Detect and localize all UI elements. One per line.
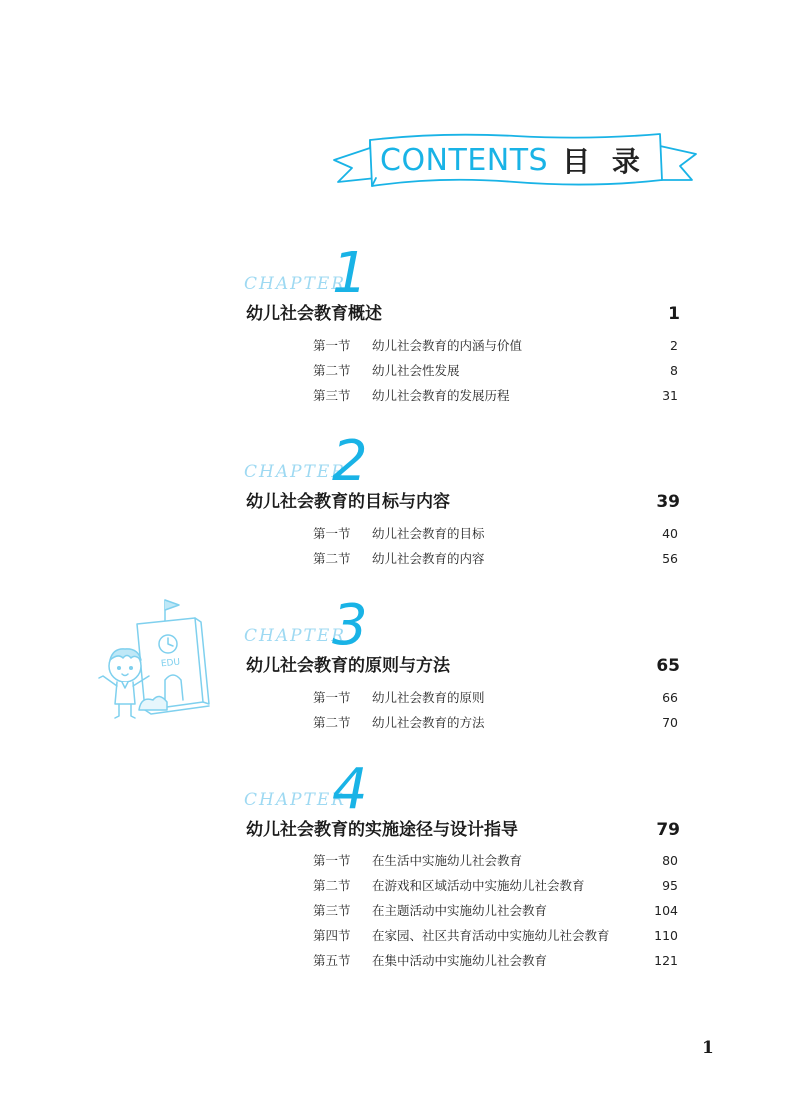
toc-entry[interactable]: [313, 900, 678, 922]
chapter-1-heading: [244, 241, 444, 306]
section-page: 121: [654, 953, 678, 968]
section-number: 第四节: [313, 928, 351, 943]
toc-entry[interactable]: [313, 925, 678, 947]
section-page: 8: [670, 363, 678, 378]
section-number: 第三节: [313, 903, 351, 918]
chapter-number: 1: [332, 241, 368, 306]
toc-entry[interactable]: [313, 548, 678, 570]
section-title: 幼儿社会教育的内容: [372, 551, 485, 566]
toc-entry[interactable]: [313, 950, 678, 972]
toc-entry[interactable]: [313, 687, 678, 709]
chapter-page: 39: [656, 492, 680, 512]
section-page: 56: [662, 551, 678, 566]
section-page: 31: [662, 388, 678, 403]
section-number: 第三节: [313, 388, 351, 403]
section-page: 40: [662, 526, 678, 541]
chapter-1-title-row[interactable]: [246, 302, 680, 326]
section-number: 第二节: [313, 715, 351, 730]
toc-entry[interactable]: [313, 385, 678, 407]
contents-title: [380, 140, 660, 180]
section-title: 在集中活动中实施幼儿社会教育: [372, 953, 548, 968]
chapter-page: 65: [656, 656, 680, 676]
section-number: 第二节: [313, 363, 351, 378]
chapter-4-title-row[interactable]: [246, 818, 680, 842]
toc-entry[interactable]: [313, 850, 678, 872]
section-page: 95: [662, 878, 678, 893]
section-number: 第五节: [313, 953, 351, 968]
chapter-4-heading: [244, 757, 444, 822]
chapter-2-title-row[interactable]: [246, 490, 680, 514]
section-number: 第一节: [313, 338, 351, 353]
chapter-title: 幼儿社会教育的实施途径与设计指导: [246, 820, 518, 840]
section-title: 在生活中实施幼儿社会教育: [372, 853, 523, 868]
chapter-number: 4: [332, 757, 368, 822]
section-title: 幼儿社会教育的内涵与价值: [372, 338, 523, 353]
toc-entry[interactable]: [313, 523, 678, 545]
section-page: 104: [654, 903, 678, 918]
chapter-3-heading: [244, 593, 444, 658]
contents-title-zh: 目 录: [562, 145, 646, 178]
chapter-title: 幼儿社会教育概述: [246, 304, 382, 324]
child-with-book-illustration: [95, 592, 215, 722]
chapter-label: CHAPTER: [244, 462, 347, 482]
chapter-label: CHAPTER: [244, 274, 347, 294]
toc-entry[interactable]: [313, 360, 678, 382]
section-title: 在主题活动中实施幼儿社会教育: [372, 903, 548, 918]
section-number: 第二节: [313, 878, 351, 893]
chapter-title: 幼儿社会教育的原则与方法: [246, 656, 450, 676]
chapter-page: 79: [656, 820, 680, 840]
chapter-number: 3: [332, 593, 368, 658]
contents-title-en: CONTENTS: [380, 142, 549, 178]
section-title: 幼儿社会教育的目标: [372, 526, 485, 541]
section-title: 幼儿社会教育的原则: [372, 690, 485, 705]
chapter-2-heading: [244, 429, 444, 494]
section-title: 在家园、社区共育活动中实施幼儿社会教育: [372, 928, 610, 943]
section-title: 幼儿社会教育的方法: [372, 715, 485, 730]
book-label: EDU: [160, 657, 181, 670]
section-number: 第二节: [313, 551, 351, 566]
section-page: 66: [662, 690, 678, 705]
section-page: 2: [670, 338, 678, 353]
section-page: 80: [662, 853, 678, 868]
section-number: 第一节: [313, 853, 351, 868]
section-title: 幼儿社会教育的发展历程: [372, 388, 510, 403]
section-page: 110: [654, 928, 678, 943]
toc-entry[interactable]: [313, 712, 678, 734]
chapter-label: CHAPTER: [244, 790, 347, 810]
toc-entry[interactable]: [313, 335, 678, 357]
toc-entry[interactable]: [313, 875, 678, 897]
chapter-title: 幼儿社会教育的目标与内容: [246, 492, 450, 512]
section-number: 第一节: [313, 690, 351, 705]
section-page: 70: [662, 715, 678, 730]
page-number: 1: [702, 1038, 714, 1058]
section-number: 第一节: [313, 526, 351, 541]
section-title: 在游戏和区域活动中实施幼儿社会教育: [372, 878, 585, 893]
chapter-page: 1: [668, 304, 680, 324]
chapter-label: CHAPTER: [244, 626, 347, 646]
chapter-3-title-row[interactable]: [246, 654, 680, 678]
chapter-number: 2: [332, 429, 368, 494]
section-title: 幼儿社会性发展: [372, 363, 460, 378]
